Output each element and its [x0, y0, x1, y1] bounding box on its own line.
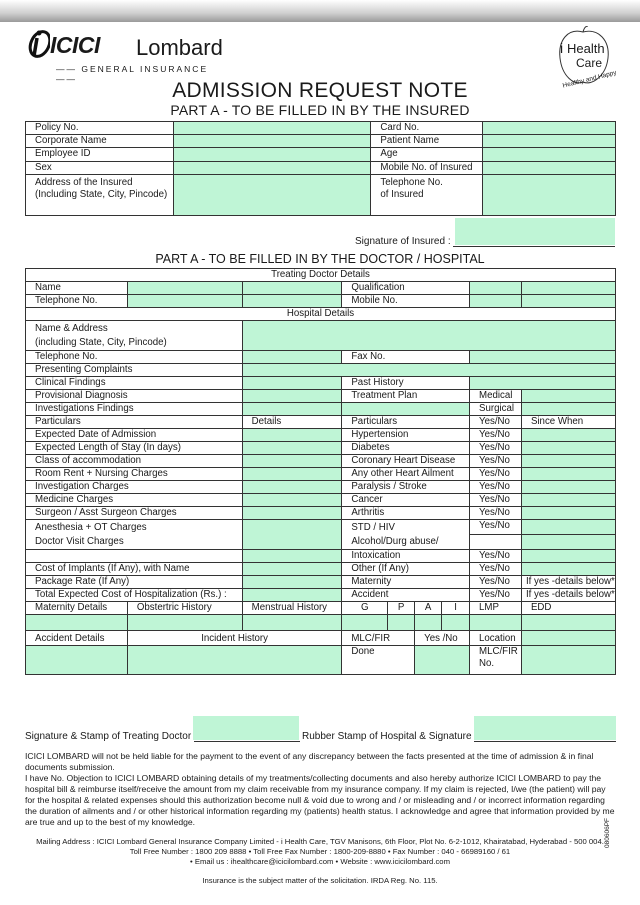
investigation-charges-field[interactable]	[242, 481, 342, 494]
hypertension-label: Hypertension	[342, 429, 470, 442]
form-code: 080606PF	[604, 818, 611, 848]
obstetric-history-label: Obstertric History	[127, 602, 242, 615]
top-gradient-bar	[0, 0, 640, 22]
brand-name-lombard: Lombard	[136, 35, 223, 60]
qualification-field-2[interactable]	[521, 282, 615, 295]
address-label: Address of the Insured (Including State, City, Pincode)	[26, 174, 174, 215]
surgeon-charges-field[interactable]	[242, 507, 342, 520]
doctor-mobile-field[interactable]	[470, 295, 522, 308]
accident-details-field[interactable]	[26, 646, 128, 675]
medicine-charges-label: Medicine Charges	[26, 494, 243, 507]
accident-yesno[interactable]: Yes/No	[470, 589, 522, 602]
anesthesia-doctor-visit-label: Anesthesia + OT Charges Doctor Visit Charges	[26, 520, 243, 550]
cancer-since[interactable]	[521, 494, 615, 507]
coronary-yesno[interactable]: Yes/No	[470, 455, 522, 468]
doctor-mobile-field-2[interactable]	[521, 295, 615, 308]
incident-history-field[interactable]	[127, 646, 341, 675]
doctor-visit-field[interactable]	[242, 550, 342, 563]
policy-no-label: Policy No.	[26, 122, 174, 135]
clinical-field[interactable]	[242, 377, 342, 390]
std-alcohol-label: STD / HIV Alcohol/Durg abuse/	[342, 520, 470, 550]
length-of-stay-label: Expected Length of Stay (In days)	[26, 442, 243, 455]
alcohol-yesno-spacer	[470, 535, 522, 550]
sex-field[interactable]	[173, 161, 370, 174]
hospital-name-field[interactable]	[242, 321, 615, 351]
age-label: Age	[371, 148, 483, 161]
p-field[interactable]	[388, 615, 415, 631]
page-title: ADMISSION REQUEST NOTE	[172, 79, 468, 102]
length-of-stay-field[interactable]	[242, 442, 342, 455]
implants-label: Cost of Implants (If Any), with Name	[26, 563, 243, 576]
sex-label: Sex	[26, 161, 174, 174]
implants-field[interactable]	[242, 563, 342, 576]
footer-phones: Toll Free Number : 1800 209 8888 • Toll Free Fax Number : 1800-209-8880 • Fax Number : 040 - 66989160 / 61	[129, 847, 511, 856]
investigation-charges-label: Investigation Charges	[26, 481, 243, 494]
mlc-no-field[interactable]	[521, 646, 615, 675]
accident-if-yes: If yes -details below*	[521, 589, 615, 602]
mobile-field[interactable]	[483, 161, 616, 174]
signature-doctor: Signature & Stamp of Treating Doctor	[25, 731, 300, 742]
mlc-done-field[interactable]	[415, 646, 470, 675]
alcohol-since[interactable]	[521, 535, 615, 550]
insured-details-table	[25, 121, 616, 216]
fax-field[interactable]	[470, 351, 616, 364]
paralysis-yesno[interactable]: Yes/No	[470, 481, 522, 494]
room-rent-label: Room Rent + Nursing Charges	[26, 468, 243, 481]
part-a-doctor-heading: PART A - TO BE FILLED IN BY THE DOCTOR / HOSPITAL	[155, 252, 485, 266]
doctor-hospital-table	[25, 268, 616, 675]
i-label: I	[442, 602, 470, 615]
doctor-name-field-2[interactable]	[242, 282, 342, 295]
since-when-header: Since When	[521, 416, 615, 429]
patient-name-field[interactable]	[483, 135, 616, 148]
intoxication-label: Intoxication	[342, 550, 470, 563]
corporate-name-field[interactable]	[173, 135, 370, 148]
maternity-yesno[interactable]: Yes/No	[470, 576, 522, 589]
telephone-insured-label: Telephone No. of Insured	[371, 174, 483, 215]
investigations-label: Investigations Findings	[26, 403, 243, 416]
doctor-telephone-field-2[interactable]	[242, 295, 342, 308]
employee-id-field[interactable]	[173, 148, 370, 161]
particulars-header: Particulars	[26, 416, 243, 429]
ihealth-slogan: Healthy and Happy	[561, 69, 618, 90]
hypertension-since[interactable]	[521, 429, 615, 442]
qualification-label: Qualification	[342, 282, 470, 295]
p-label: P	[388, 602, 415, 615]
doctor-name-field[interactable]	[127, 282, 242, 295]
room-rent-field[interactable]	[242, 468, 342, 481]
fax-label: Fax No.	[342, 351, 470, 364]
age-field[interactable]	[483, 148, 616, 161]
arthritis-label: Arthritis	[342, 507, 470, 520]
ihealth-i: i	[560, 40, 564, 56]
menstrual-history-field[interactable]	[242, 615, 342, 631]
anesthesia-field[interactable]	[242, 520, 342, 550]
std-since[interactable]	[521, 520, 615, 535]
disclaimer-text: ICICI LOMBARD will not be held liable for the payment to the event of any discrepancy between the facts presented at the time of admission & in final documents submission.	[25, 751, 594, 772]
package-field[interactable]	[242, 576, 342, 589]
total-cost-field[interactable]	[242, 589, 342, 602]
mlc-no-label: MLC/FIR No.	[470, 646, 522, 675]
menstrual-history-label: Menstrual History	[242, 602, 342, 615]
admission-date-field[interactable]	[242, 429, 342, 442]
past-history-label: Past History	[342, 377, 470, 390]
medical-label: Medical	[470, 390, 522, 403]
hospital-telephone-label: Telephone No.	[26, 351, 243, 364]
employee-id-label: Employee ID	[26, 148, 174, 161]
provisional-label: Provisional Diagnosis	[26, 390, 243, 403]
arthritis-since[interactable]	[521, 507, 615, 520]
qualification-field[interactable]	[470, 282, 522, 295]
admission-date-label: Expected Date of Admission	[26, 429, 243, 442]
footer-address: Mailing Address : ICICI Lombard General Insurance Company Limited - i Health Care, TGV Manisons, 6th Floor, Plot No. 6-2-1012, Khairatabad, Hyderabad - 500 004.	[36, 837, 604, 846]
mlc-fir-label: MLC/FIR	[342, 631, 415, 646]
accident-label: Accident	[342, 589, 470, 602]
paralysis-since[interactable]	[521, 481, 615, 494]
part-a-insured-heading: PART A - TO BE FILLED IN BY THE INSURED	[170, 102, 470, 118]
mobile-label: Mobile No. of Insured	[371, 161, 483, 174]
hospital-name-label: Name & Address (including State, City, Pincode)	[26, 321, 243, 351]
lmp-label: LMP	[470, 602, 522, 615]
other-since[interactable]	[521, 563, 615, 576]
cancer-label: Cancer	[342, 494, 470, 507]
heart-ailment-since[interactable]	[521, 468, 615, 481]
clinical-label: Clinical Findings	[26, 377, 243, 390]
ihealth-health: Health	[567, 41, 605, 56]
i-field[interactable]	[442, 615, 470, 631]
edd-label: EDD	[521, 602, 615, 615]
anesthesia-spacer	[26, 550, 243, 563]
intoxication-since[interactable]	[521, 550, 615, 563]
cancer-yesno[interactable]: Yes/No	[470, 494, 522, 507]
edd-field[interactable]	[521, 615, 615, 631]
heart-ailment-yesno[interactable]: Yes/No	[470, 468, 522, 481]
details-header: Details	[242, 416, 342, 429]
complaints-field[interactable]	[242, 364, 615, 377]
footer-email-website: • Email us : ihealthcare@icicilombard.com • Website : www.icicilombard.com	[190, 857, 450, 866]
maternity-details-field[interactable]	[26, 615, 128, 631]
accident-details-label: Accident Details	[26, 631, 128, 646]
complaints-label: Presenting Complaints	[26, 364, 243, 377]
std-yesno[interactable]: Yes/No	[470, 520, 522, 535]
other-yesno[interactable]: Yes/No	[470, 563, 522, 576]
heart-ailment-label: Any other Heart Ailment	[342, 468, 470, 481]
a-field[interactable]	[415, 615, 442, 631]
location-field[interactable]	[521, 631, 615, 646]
surgeon-charges-label: Surgeon / Asst Surgeon Charges	[26, 507, 243, 520]
patient-name-label: Patient Name	[371, 135, 483, 148]
investigations-field-2[interactable]	[342, 403, 470, 416]
other-label: Other (If Any)	[342, 563, 470, 576]
accommodation-field[interactable]	[242, 455, 342, 468]
package-label: Package Rate (If Any)	[26, 576, 243, 589]
a-label: A	[415, 602, 442, 615]
icici-lombard-logo	[28, 28, 228, 84]
location-label: Location	[470, 631, 522, 646]
particulars-header-right: Particulars	[342, 416, 470, 429]
arthritis-yesno[interactable]: Yes/No	[470, 507, 522, 520]
footer-irda: Insurance is the subject matter of the solicitation. IRDA Reg. No. 115.	[202, 876, 438, 885]
intoxication-yesno[interactable]: Yes/No	[470, 550, 522, 563]
coronary-label: Coronary Heart Disease	[342, 455, 470, 468]
mlc-yesno-label: Yes /No	[415, 631, 470, 646]
diabetes-yesno[interactable]: Yes/No	[470, 442, 522, 455]
hypertension-yesno[interactable]: Yes/No	[470, 429, 522, 442]
surgical-label: Surgical	[470, 403, 522, 416]
investigations-field[interactable]	[242, 403, 342, 416]
doctor-telephone-label: Telephone No.	[26, 295, 128, 308]
treatment-plan-label: Treatment Plan	[342, 390, 470, 403]
icici-logo-mark-icon	[28, 28, 50, 58]
yesno-header: Yes/No	[470, 416, 522, 429]
maternity-details-label: Maternity Details	[26, 602, 128, 615]
maternity-label: Maternity	[342, 576, 470, 589]
lmp-field[interactable]	[470, 615, 522, 631]
hospital-telephone-field[interactable]	[242, 351, 342, 364]
g-field[interactable]	[342, 615, 388, 631]
diabetes-label: Diabetes	[342, 442, 470, 455]
surgical-field[interactable]	[521, 403, 615, 416]
provisional-field[interactable]	[242, 390, 342, 403]
past-history-field[interactable]	[470, 377, 616, 390]
corporate-name-label: Corporate Name	[26, 135, 174, 148]
brand-name-icici: ICICI	[50, 32, 100, 58]
hospital-section: Hospital Details	[26, 308, 616, 321]
doctor-name-label: Name	[26, 282, 128, 295]
telephone-insured-field[interactable]	[483, 174, 616, 215]
accommodation-label: Class of accommodation	[26, 455, 243, 468]
policy-no-field[interactable]	[173, 122, 370, 135]
declaration-text: I have No. Objection to ICICI LOMBARD obtaining details of my treatments/collecting documents and also hereby authorize ICICI LOMBARD to pay the hospital bill & reimburse itself/receive the amount from my claim receivable from my insurance company. If my claim is rejected, I/we (the patient) will pay for the hospital & related expenses should this authorization become null & void due to wrong and / or misleading and / or incorrect information regarding the duration of ailments and / or other historical information regarding my (patients) health status. I acknowledge and agree that information provided by me are true and up to the best of my knowledge.	[25, 773, 615, 827]
paralysis-label: Paralysis / Stroke	[342, 481, 470, 494]
g-label: G	[342, 602, 388, 615]
doctor-telephone-field[interactable]	[127, 295, 242, 308]
done-label: Done	[342, 646, 415, 675]
coronary-since[interactable]	[521, 455, 615, 468]
treating-doctor-section: Treating Doctor Details	[26, 269, 616, 282]
obstetric-history-field[interactable]	[127, 615, 242, 631]
incident-history-label: Incident History	[127, 631, 341, 646]
diabetes-since[interactable]	[521, 442, 615, 455]
medical-field[interactable]	[521, 390, 615, 403]
signature-hospital: Rubber Stamp of Hospital & Signature	[302, 731, 616, 742]
maternity-if-yes: If yes -details below*	[521, 576, 615, 589]
card-no-field[interactable]	[483, 122, 616, 135]
card-no-label: Card No.	[371, 122, 483, 135]
ihealth-care: Care	[576, 56, 603, 70]
signature-insured: Signature of Insured :	[355, 236, 615, 247]
doctor-mobile-label: Mobile No.	[342, 295, 470, 308]
medicine-charges-field[interactable]	[242, 494, 342, 507]
total-cost-label: Total Expected Cost of Hospitalization (Rs.) :	[26, 589, 243, 602]
address-field[interactable]	[173, 174, 370, 215]
brand-tagline: —— GENERAL INSURANCE ——	[56, 64, 209, 84]
